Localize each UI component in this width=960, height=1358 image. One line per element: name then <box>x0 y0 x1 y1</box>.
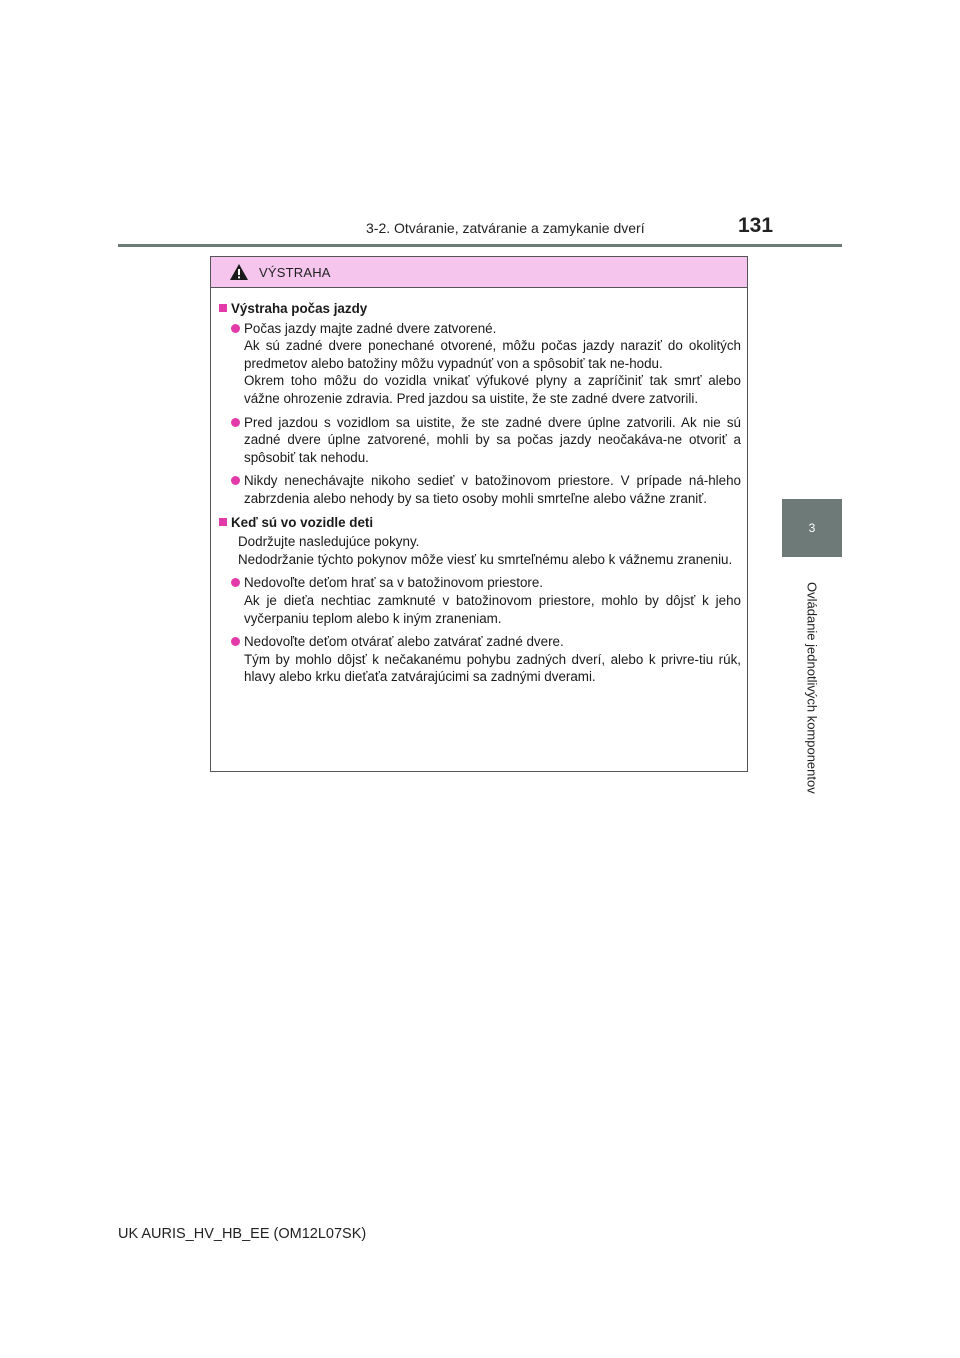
section-heading: Výstraha počas jazdy <box>219 300 741 318</box>
chapter-label: Ovládanie jednotlivých komponentov <box>804 581 820 794</box>
list-item: Nikdy nenechávajte nikoho sedieť v batožinovom priestore. V prípade ná-hleho zabrzdenia alebo nehody by sa tieto osoby mohli smrteľne alebo vážne zraniť. <box>219 472 741 507</box>
warning-header <box>211 257 747 288</box>
list-item: Počas jazdy majte zadné dvere zatvorené. Ak sú zadné dvere ponechané otvorené, môžu počas jazdy naraziť do okolitých predmetov alebo batožiny môžu vypadnúť von a spôsobiť tak ne-hodu. Okrem toho môžu do vozidla vnikať výfukové plyny a zapríčiniť tak smrť alebo vážne ohrozenie zdravia. Pred jazdou sa uistite, že ste zadné dvere zatvorili. <box>219 320 741 408</box>
warning-body <box>211 288 747 686</box>
chapter-tab <box>782 499 842 557</box>
square-bullet-icon <box>219 304 227 312</box>
circle-bullet-icon <box>231 324 240 333</box>
page-number: 131 <box>738 214 774 237</box>
section-intro: Dodržujte nasledujúce pokyny. Nedodržanie týchto pokynov môže viesť ku smrteľnému alebo k vážnemu zraneniu. <box>238 534 733 567</box>
warning-title: VÝSTRAHA <box>259 264 331 280</box>
section-heading: Keď sú vo vozidle deti <box>219 514 741 532</box>
list-item: Nedovoľte deťom hrať sa v batožinovom priestore. Ak je dieťa nechtiac zamknuté v batožinovom priestore, mohlo by dôjsť k jeho vyčerpaniu teplom alebo k iným zraneniam. <box>219 574 741 627</box>
header-divider <box>118 244 842 247</box>
circle-bullet-icon <box>231 637 240 646</box>
list-item: Pred jazdou s vozidlom sa uistite, že ste zadné dvere úplne zatvorili. Ak nie sú zadné dvere úplne zatvorené, mohli by sa počas jazdy neočakáva-ne otvoriť a spôsobiť tak nehodu. <box>219 414 741 467</box>
chapter-number: 3 <box>808 521 816 535</box>
list-item: Nedovoľte deťom otvárať alebo zatvárať zadné dvere. Tým by mohlo dôjsť k nečakanému pohybu zadných dverí, alebo k privre-tiu rúk, hlavy alebo krku dieťaťa zatvárajúcimi sa zadnými dverami. <box>219 633 741 686</box>
circle-bullet-icon <box>231 418 240 427</box>
section-title: 3-2. Otváranie, zatváranie a zamykanie dverí <box>366 220 645 236</box>
warning-triangle-icon <box>229 263 249 281</box>
warning-box <box>210 256 748 772</box>
square-bullet-icon <box>219 518 227 526</box>
chapter-label-container <box>782 565 842 810</box>
document-code: UK AURIS_HV_HB_EE (OM12L07SK) <box>118 1226 367 1242</box>
circle-bullet-icon <box>231 476 240 485</box>
circle-bullet-icon <box>231 578 240 587</box>
